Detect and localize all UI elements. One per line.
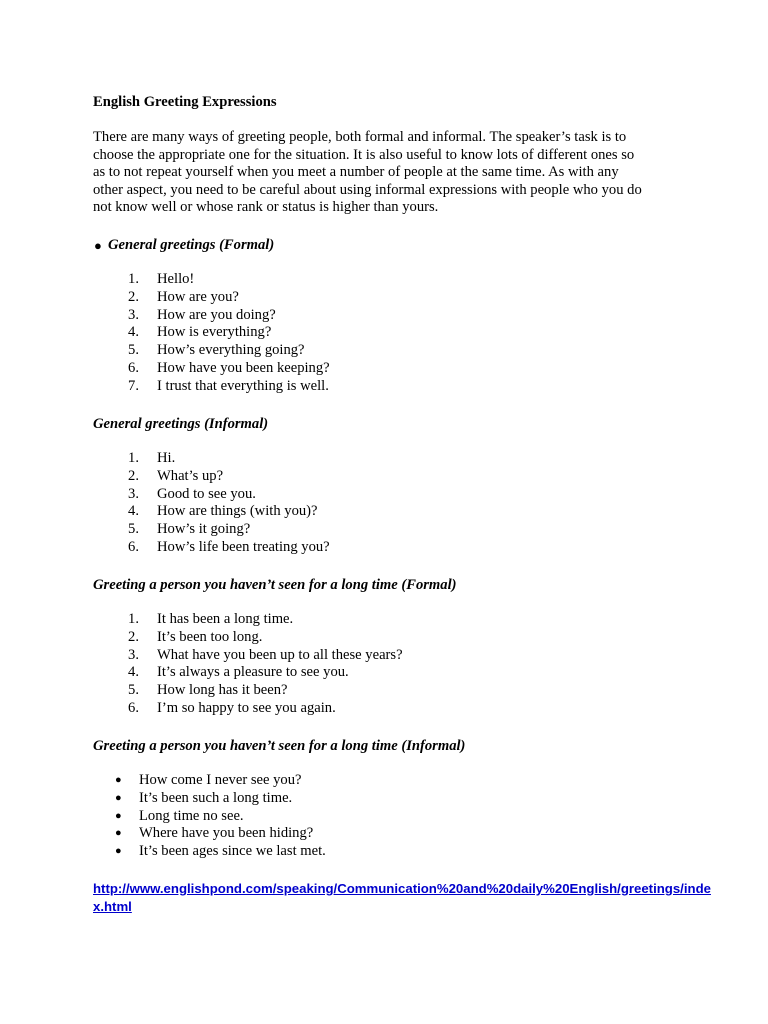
- intro-line: There are many ways of greeting people, both formal and informal. The speaker’s task is to: [93, 129, 627, 145]
- bullet-icon: ●: [115, 809, 122, 822]
- bullet-icon: ●: [94, 238, 102, 253]
- intro-line: choose the appropriate one for the situation. It is also useful to know lots of different ones so: [93, 146, 635, 163]
- bullet-icon: ●: [115, 845, 122, 858]
- bullet-icon: ●: [115, 827, 122, 840]
- section-heading-long-time-informal: Greeting a person you haven’t seen for a long time (Informal): [93, 738, 466, 754]
- section-heading-formal: General greetings (Formal): [108, 237, 275, 253]
- document-page: English Greeting Expressions There are many ways of greeting people, both formal and informal. The speaker’s task is to choose the appropriate one for the situation. It is also useful to know lots of different ones so as to not repeat yourself when you meet a number of people at the same time. As with any other aspect, you need to be careful about using informal expressions with people who you do not know well or whose rank or status is higher than yours. ● General greetings (Formal) 1. Hello! 2. How are you? 3. How are you doing? 4. How is everything? 5. How’s everything going? 6. How have you been keeping? 7. I trust that everything is well. General greetings (Informal) 1. Hi. 2. What’s up? 3. Good to see you. 4. How are things (with you)? 5. How’s it going? 6. How’s life been treating you? Greeting a person you haven’t seen for a long time (Formal) 1. It has been a long time. 2. It’s been too long. 3. What have you been up to all these years? 4. It’s always a pleasure to see you. 5. How long has it been? 6. I’m so happy to see you again. Greeting a person you haven’t seen for a long time (Informal) ● How come I never see you? ● It’s been such a long time. ● Long time no see. ● Where have you been hiding? ● It’s been ages since we last met. http://www.englishpond.com/speaking/Communication%20and%20daily%20English/greetings/inde x.html: [93, 94, 711, 914]
- intro-line: not know well or whose rank or status is higher than yours.: [93, 199, 439, 216]
- section-heading-informal: General greetings (Informal): [93, 416, 269, 432]
- bullet-icon: ●: [115, 774, 122, 786]
- intro-paragraph: [93, 129, 642, 217]
- source-link-line[interactable]: x.html: [93, 899, 132, 914]
- source-link[interactable]: [93, 880, 711, 916]
- bullet-icon: ●: [115, 791, 122, 804]
- section-heading-long-time-formal: Greeting a person you haven’t seen for a long time (Formal): [93, 577, 457, 593]
- intro-line: other aspect, you need to be careful about using informal expressions with people who you do: [93, 181, 642, 198]
- intro-line: as to not repeat yourself when you meet a number of people at the same time. As with any: [93, 164, 619, 181]
- page-title: English Greeting Expressions: [93, 94, 277, 110]
- source-link-line[interactable]: http://www.englishpond.com/speaking/Communication%20and%20daily%20English/greetings/inde: [93, 881, 711, 896]
